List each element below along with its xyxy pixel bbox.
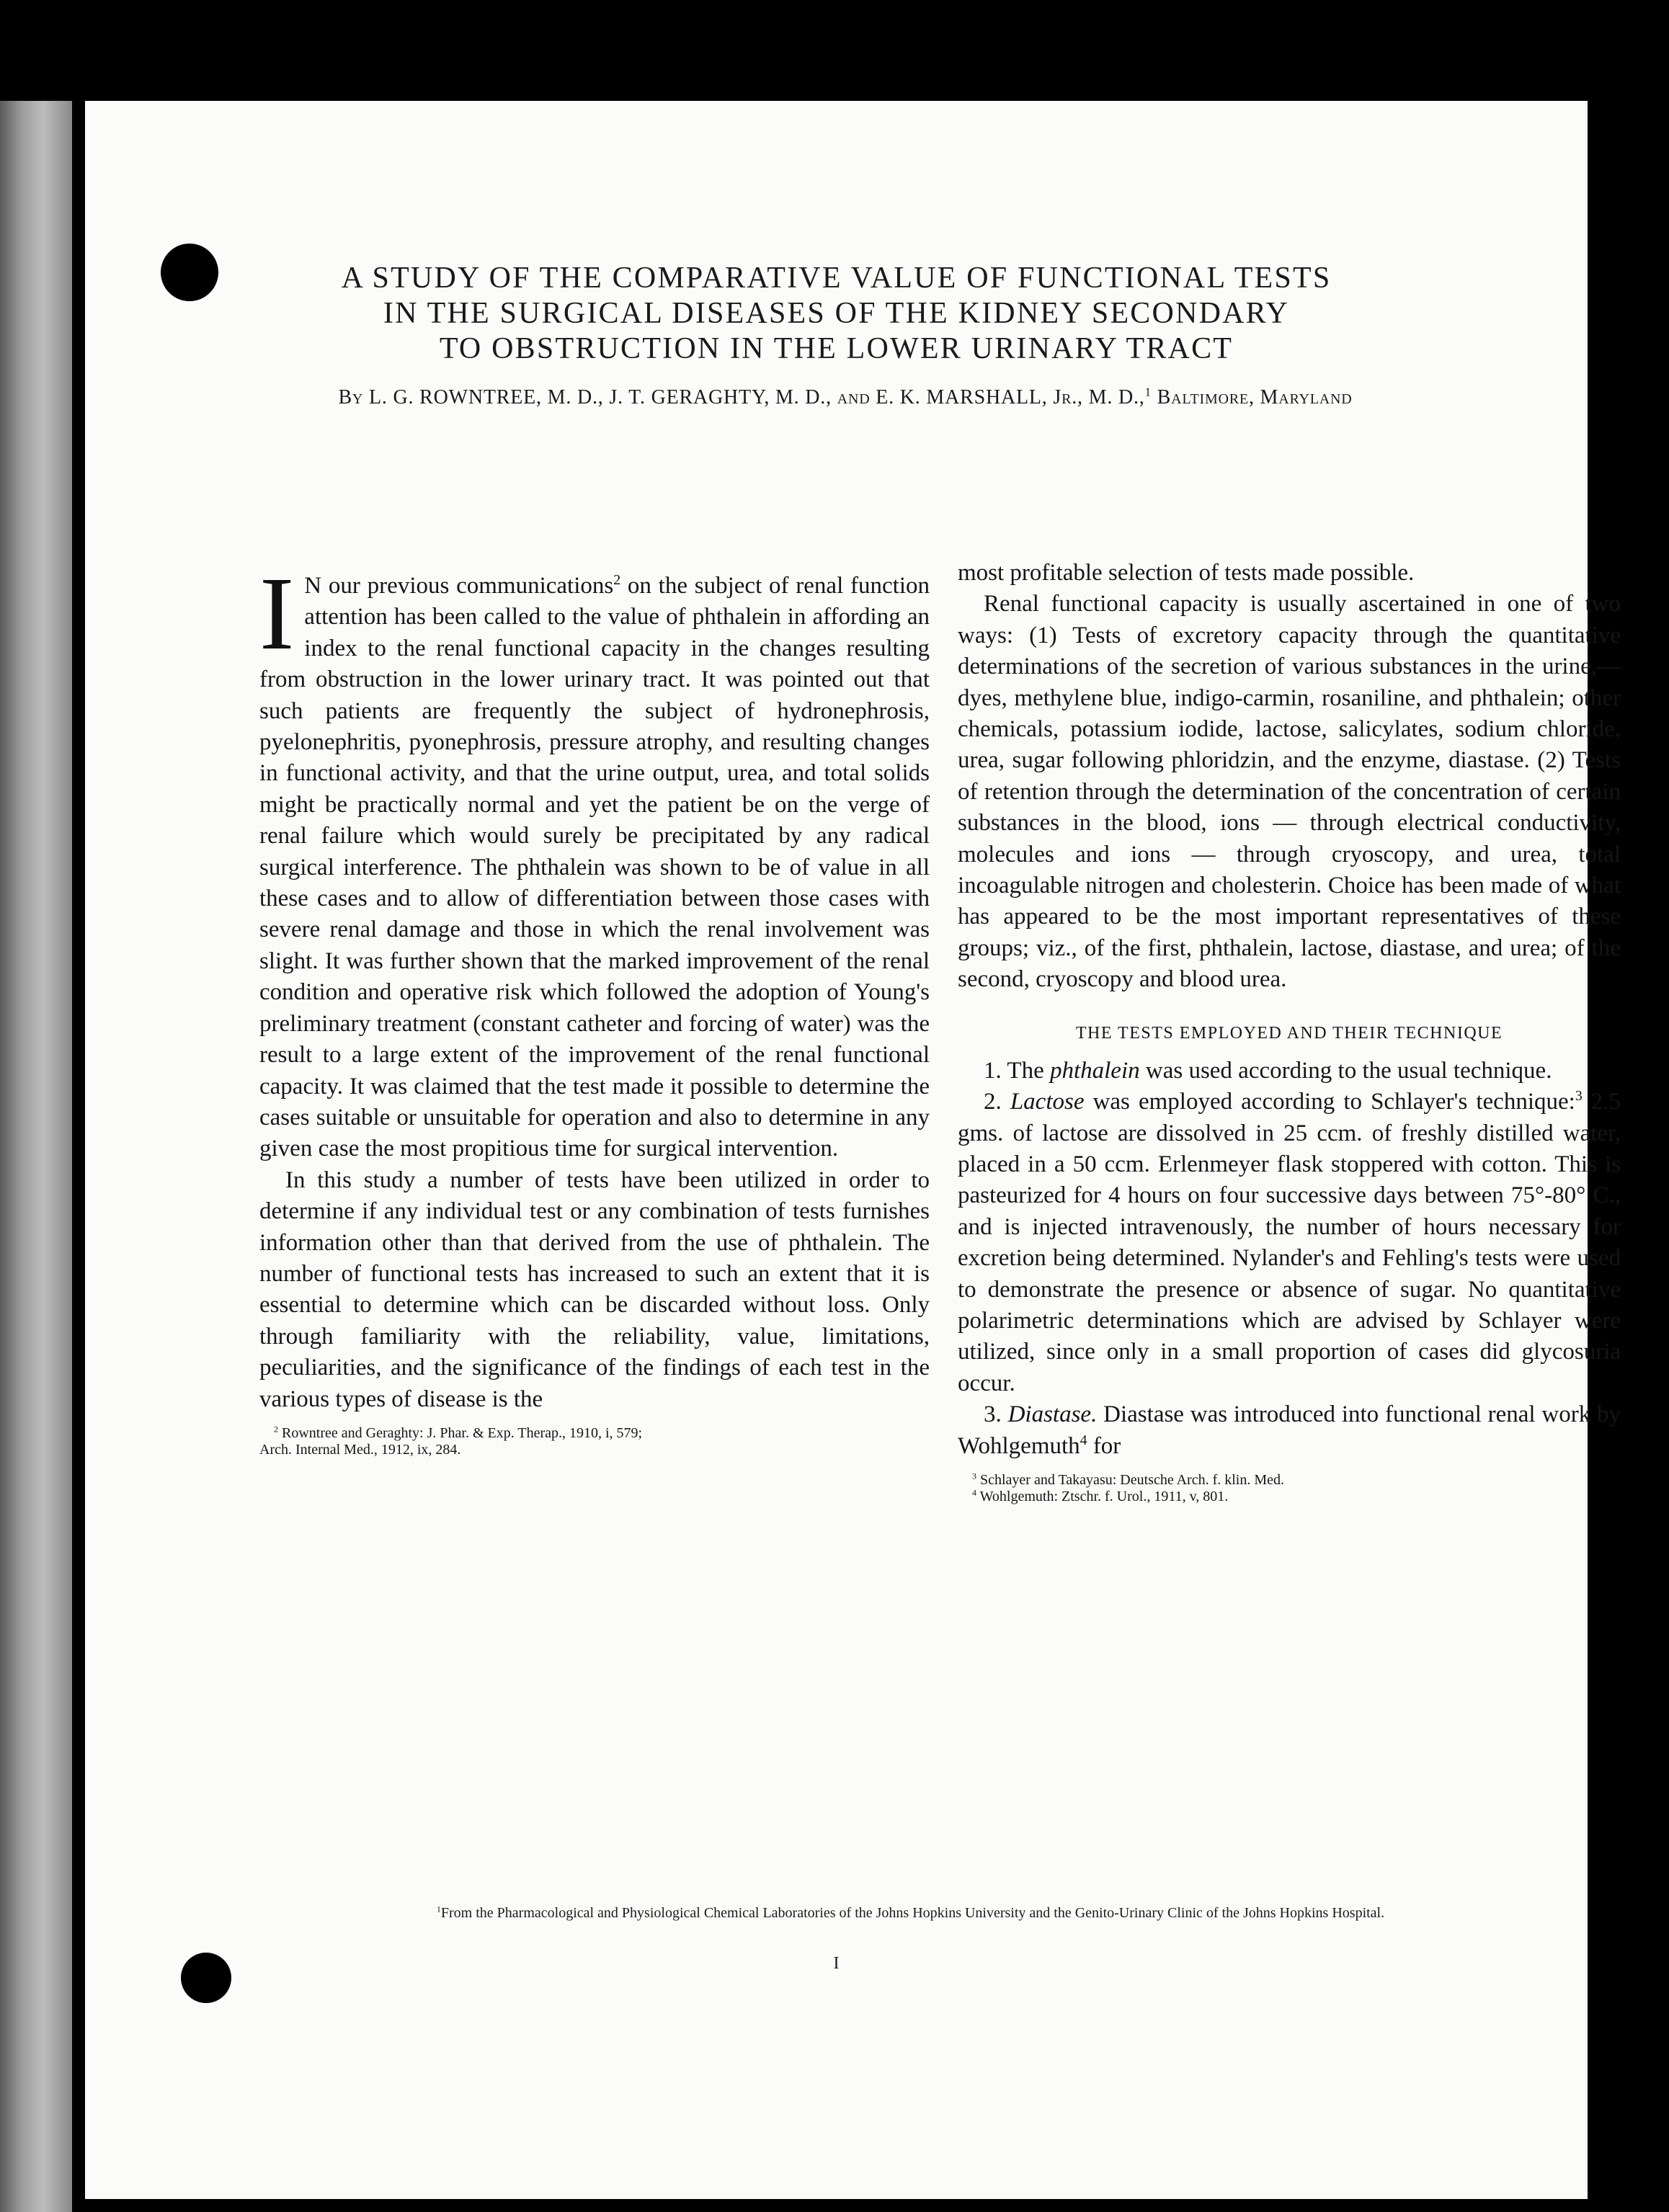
footnote-mark: 1 <box>436 1904 441 1914</box>
byline-by: By <box>338 386 364 409</box>
byline-and: and <box>837 386 871 409</box>
paragraph: Renal functional capacity is usually ascertained in one of two ways: (1) Tests of excretory capacity through the quantitative determinations of the secretion of various substances in the urine,— dyes, methylene blue, indigo-carmin, rosaniline, and phthalein; other chemicals, potassium iodide, lactose, salicylates, sodium chloride, urea, sugar following phloridzin, and the enzyme, diastase. (2) Tests of retention through the determination of the concentration of certain substances in the blood, ions — through electrical conductivity, molecules and ions — through cryoscopy, and urea, total incoagulable nitrogen and cholesterin. Choice has been made of what has appeared to be the most important representatives of these groups; viz., of the first, phthalein, lactose, diastase, and urea; of the second, cryoscopy and blood urea. <box>958 591 1621 993</box>
footnote-mark: 3 <box>972 1471 976 1481</box>
title-line: A STUDY OF THE COMPARATIVE VALUE OF FUNCTIONAL TESTS <box>341 262 1332 295</box>
title-line: IN THE SURGICAL DISEASES OF THE KIDNEY SECONDARY <box>383 297 1290 330</box>
document-page <box>85 101 1621 2199</box>
paragraph: most profitable selection of tests made possible. <box>958 560 1415 586</box>
item-text: Diastase was introduced into functional renal work by Wohlgemuth <box>958 1401 1621 1459</box>
footnote-mark: 3 <box>1575 1088 1583 1105</box>
footnote-mark: 1 <box>1144 385 1152 399</box>
byline-authors: L. G. ROWNTREE, M. D., J. T. GERAGHTY, M. D., <box>369 386 832 409</box>
footnote-text: Schlayer and Takayasu: Deutsche Arch. f. klin. Med. <box>980 1471 1285 1488</box>
footnote-mark: 4 <box>1080 1432 1087 1448</box>
item-text: 2.5 gms. of lactose are dissolved in 25 ccm. of freshly distilled water, placed in a 50 ccm. Erlenmeyer flask stoppered with cotton. This is pasteurized for 4 hours on four successive days between 75°-80° C., and is injected intravenously, the number of hours necessary for excretion being determined. Nylander's and Fehling's tests were used to demonstrate the presence or absence of sugar. No quantitative polarimetric determinations which are advised by Schlayer were utilized, since only in a small proportion of cases did glycosuria occur. <box>958 1089 1621 1396</box>
item-text: for <box>1087 1432 1121 1459</box>
item-term: Lactose <box>1010 1089 1085 1115</box>
drop-cap: I <box>259 556 295 672</box>
item-text: was employed according to Schlayer's technique: <box>1092 1089 1575 1115</box>
section-heading: THE TESTS EMPLOYED AND THEIR TECHNIQUE <box>1075 1023 1503 1043</box>
footnote <box>958 1472 1621 1489</box>
footnote-mark: 2 <box>613 572 621 588</box>
footnote-text: Wohlgemuth: Ztschr. f. Urol., 1911, v, 801. <box>979 1488 1229 1504</box>
footnote-text: Rowntree and Geraghty: J. Phar. & Exp. Therap., 1910, i, 579; <box>282 1424 643 1441</box>
paragraph <box>259 556 930 1165</box>
numbered-item <box>958 1399 1621 1462</box>
paragraph: In this study a number of tests have been utilized in order to determine if any individual test or any combination of tests furnishes information other than that derived from the use of phthalein. The number of functional tests has increased to such an extent that it is essential to determine which can be discarded without loss. Only through familiarity with the reliability, value, limitations, peculiarities, and the significance of the findings of each test in the various types of disease is the <box>259 1167 930 1412</box>
item-term: phthalein <box>1049 1057 1140 1084</box>
item-number: 3. <box>984 1401 1002 1428</box>
right-column <box>958 558 1621 1505</box>
byline-place: Baltimore, Maryland <box>1157 386 1353 409</box>
footnote-mark: 4 <box>972 1487 976 1498</box>
item-number: 1. <box>984 1057 1002 1084</box>
item-number: 2. <box>984 1089 1002 1115</box>
page-number: I <box>833 1954 840 1973</box>
footnote: Arch. Internal Med., 1912, ix, 284. <box>259 1441 461 1458</box>
byline-author3: E. K. MARSHALL, <box>876 386 1048 409</box>
paragraph-text: N our previous communications <box>304 573 614 599</box>
byline-degree: M. D., <box>1088 386 1145 409</box>
byline-jr: Jr., <box>1053 386 1083 409</box>
footnote-mark: 2 <box>274 1424 278 1435</box>
author-byline <box>251 385 1440 411</box>
numbered-item <box>958 1056 1621 1087</box>
item-term: Diastase. <box>1007 1401 1098 1428</box>
article-title <box>85 261 1588 367</box>
paragraph-text: on the subject of renal function attention has been called to the value of phthalein in affording an index to the renal functional capacity in the changes resulting from obstruction in the lower urinary tract. It was pointed out that such patients are frequently the subject of hydronephrosis, pyelonephritis, pyonephrosis, pressure atrophy, and resulting changes in functional activity, and that the urine output, urea, and total solids might be practically normal and yet the patient be on the verge of renal failure which would surely be precipitated by any radical surgical interference. The phthalein was shown to be of value in all these cases and to allow of differentiation between those cases with severe renal damage and those in which the renal involvement was slight. It was further shown that the marked improvement of the renal condition and operative risk which followed the adoption of Young's preliminary treatment (constant catheter and forcing of water) was the result to a large extent of the improvement of the renal functional capacity. It was claimed that the test made it possible to determine the cases suitable or unsuitable for operation and also to determine in any given case the most propitious time for surgical intervention. <box>259 573 930 1162</box>
item-text: The <box>1007 1057 1044 1084</box>
numbered-item <box>958 1087 1621 1399</box>
footnote <box>958 1489 1621 1505</box>
item-text: was used according to the usual technique. <box>1145 1057 1552 1084</box>
footnote <box>259 1425 930 1442</box>
adjacent-page-edge <box>0 101 72 2212</box>
footnotes-right <box>958 1472 1621 1505</box>
title-line: TO OBSTRUCTION IN THE LOWER URINARY TRACT <box>439 332 1234 365</box>
affiliation-text: From the Pharmacological and Physiological Chemical Laboratories of the Johns Hopkins University and the Genito-Urinary Clinic of the Johns Hopkins Hospital. <box>440 1905 1385 1921</box>
left-column <box>259 556 930 1458</box>
footnotes-left <box>259 1425 930 1458</box>
affiliation-footnote <box>271 1905 1550 1922</box>
